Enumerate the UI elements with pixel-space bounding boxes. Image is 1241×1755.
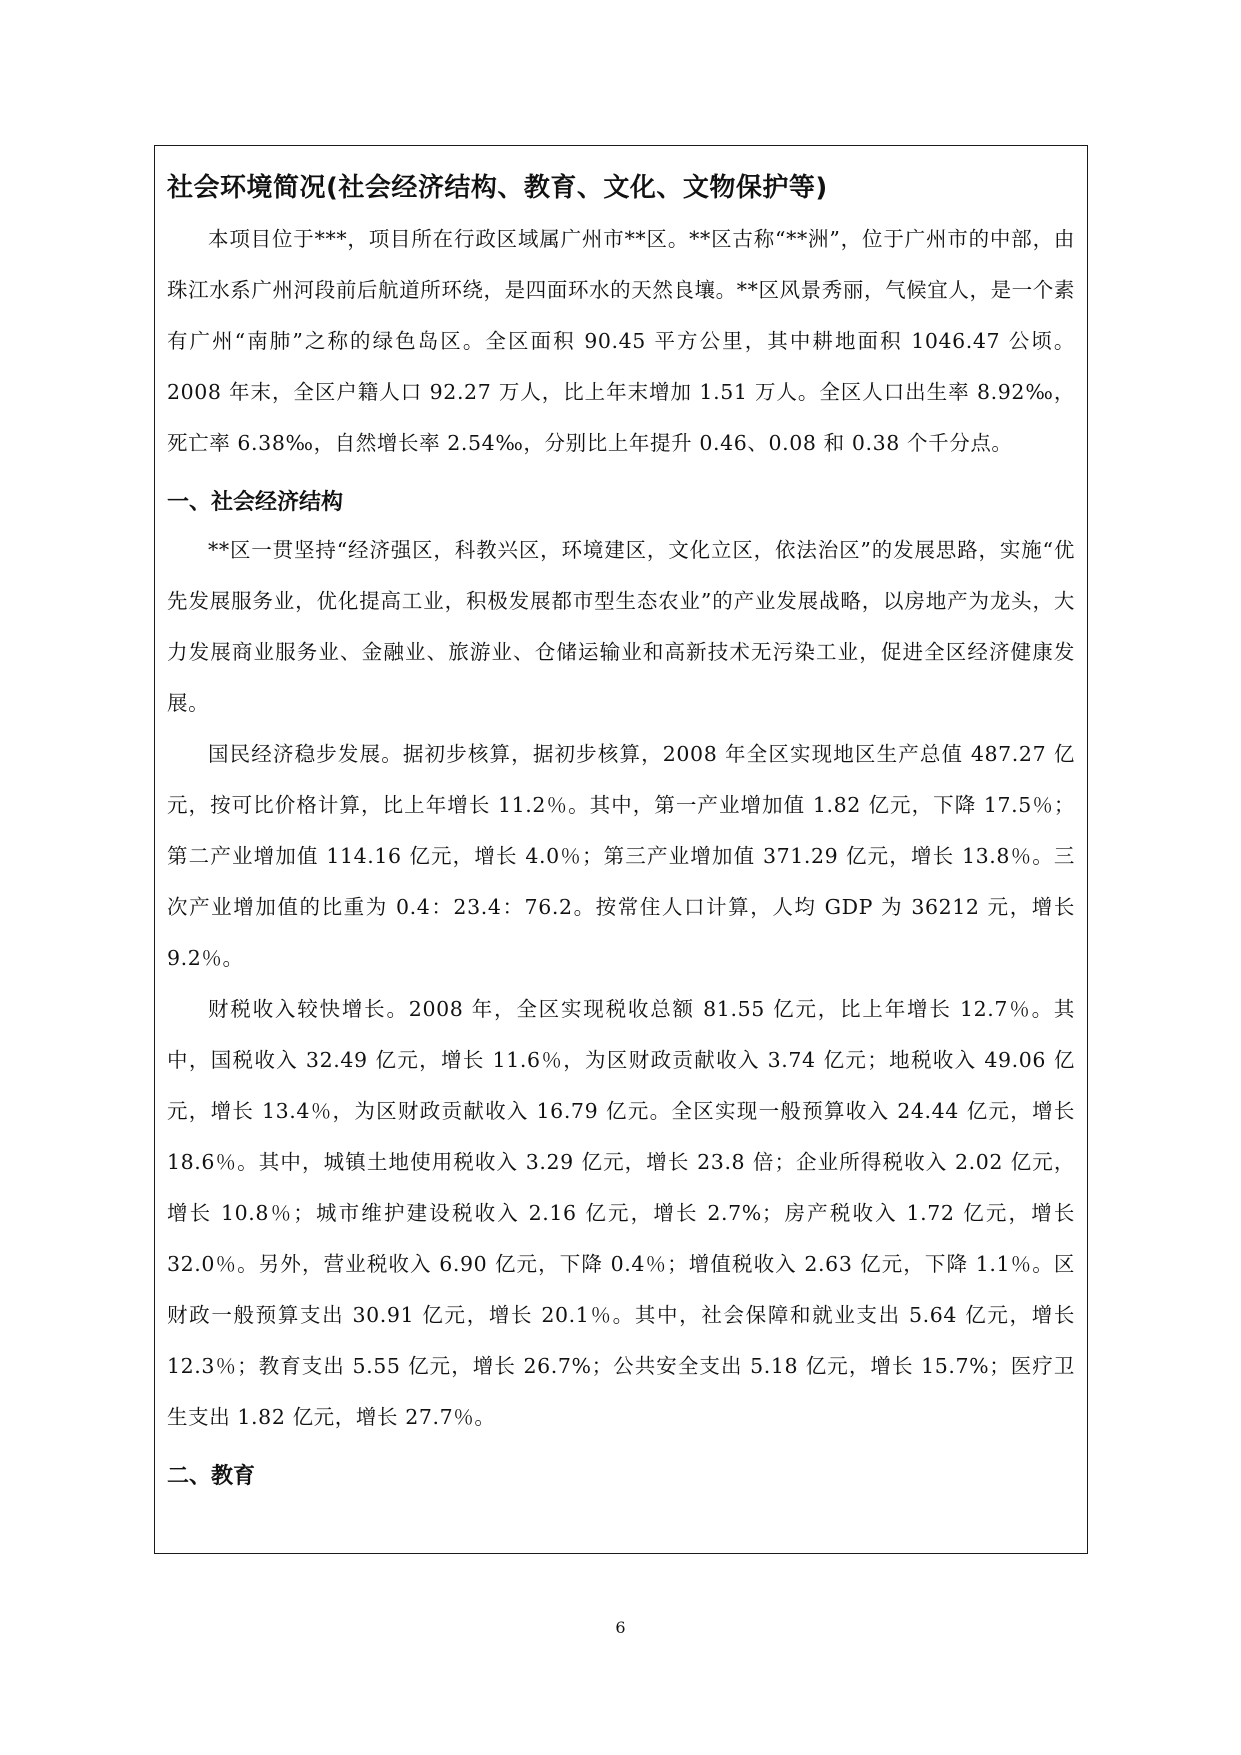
fiscal-revenue-paragraph: 财税收入较快增长。2008 年，全区实现税收总额 81.55 亿元，比上年增长 12.7％。其中，国税收入 32.49 亿元，增长 11.6％，为区财政贡献收入 3.74 亿元；地税收入 49.06 亿元，增长 13.4％，为区财政贡献收入 16.79 亿元。全区实现一般预算收入 24.44 亿元，增长 18.6％。其中，城镇土地使用税收入 3.29 亿元，增长 23.8 倍；企业所得税收入 2.02 亿元，增长 10.8％；城市维护建设税收入 2.16 亿元，增长 2.7%；房产税收入 1.72 亿元，增长 32.0％。另外，营业税收入 6.90 亿元，下降 0.4％；增值税收入 2.63 亿元，下降 1.1％。区财政一般预算支出 30.91 亿元，增长 20.1％。其中，社会保障和就业支出 5.64 亿元，增长 12.3％；教育支出 5.55 亿元，增长 26.7%；公共安全支出 5.18 亿元，增长 15.7%；医疗卫生支出 1.82 亿元，增长 27.7％。 [167,997,1075,1429]
page-number: 6 [615,1618,626,1637]
heading-socio-economic-structure: 一、社会经济结构 [167,490,344,515]
intro-paragraph: 本项目位于***，项目所在行政区域属广州市**区。**区古称“**洲”，位于广州市的中部，由珠江水系广州河段前后航道所环绕，是四面环水的天然良壤。**区风景秀丽，气候宜人，是一个素有广州“南肺”之称的绿色岛区。全区面积 90.45 平方公里，其中耕地面积 1046.47 公顷。2008 年末，全区户籍人口 92.27 万人，比上年末增加 1.51 万人。全区人口出生率 8.92‰，死亡率 6.38‰，自然增长率 2.54‰，分别比上年提升 0.46、0.08 和 0.38 个千分点。 [167,227,1075,455]
heading-education: 二、教育 [167,1464,256,1489]
national-economy-paragraph: 国民经济稳步发展。据初步核算，据初步核算，2008 年全区实现地区生产总值 487.27 亿元，按可比价格计算，比上年增长 11.2％。其中，第一产业增加值 1.82 亿元，下降 17.5％；第二产业增加值 114.16 亿元，增长 4.0％；第三产业增加值 371.29 亿元，增长 13.8％。三次产业增加值的比重为 0.4：23.4：76.2。按常住人口计算，人均 GDP 为 36212 元，增长 9.2％。 [167,742,1075,970]
content-frame [154,145,1088,1554]
economy-development-paragraph: **区一贯坚持“经济强区，科教兴区，环境建区，文化立区，依法治区”的发展思路，实施“优先发展服务业，优化提高工业，积极发展都市型生态农业”的产业发展战略，以房地产为龙头，大力发展商业服务业、金融业、旅游业、仓储运输业和高新技术无污染工业，促进全区经济健康发展。 [167,538,1075,715]
section-title: 社会环境简况(社会经济结构、教育、文化、文物保护等) [167,173,828,203]
